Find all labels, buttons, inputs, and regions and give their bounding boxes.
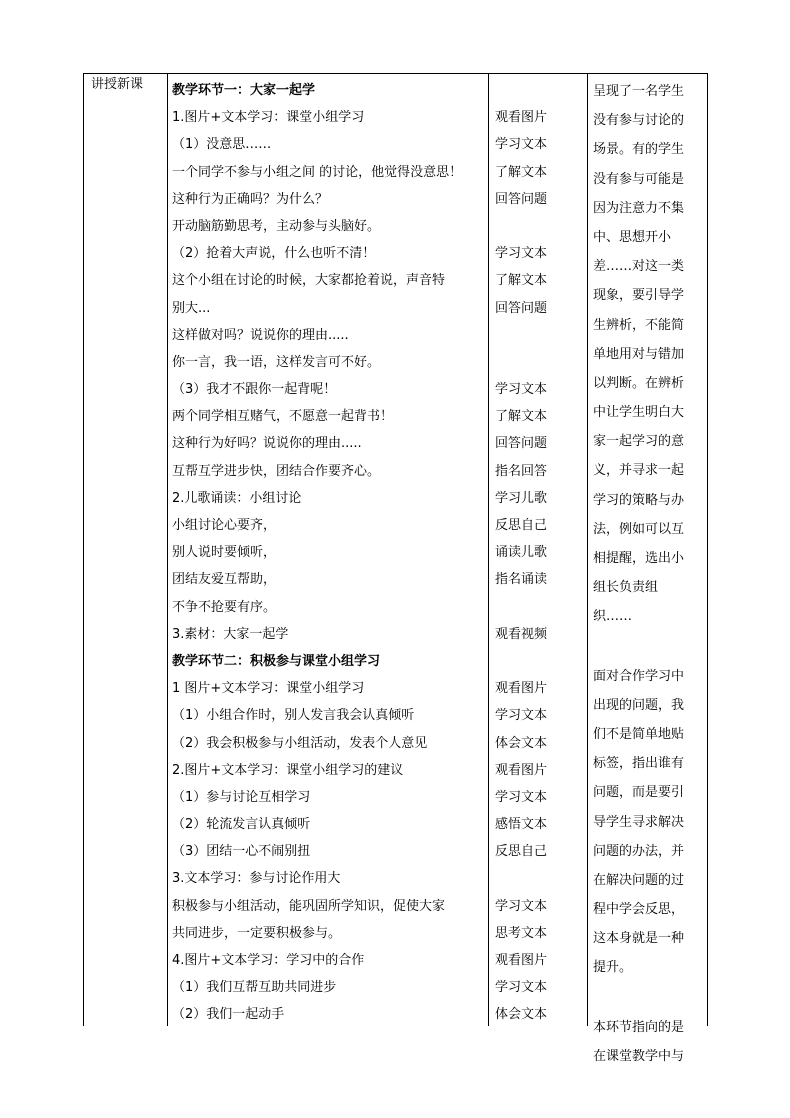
note-line: 标签，指出谁有	[593, 756, 685, 772]
activity-item: 了解文本	[495, 164, 548, 180]
note-line: 出现的问题，我	[593, 697, 685, 713]
content-line: 2.图片+文本学习：课堂小组学习的建议	[172, 762, 404, 778]
content-line: （1）我们互帮互助共同进步	[172, 980, 337, 996]
content-line: （3）我才不跟你一起背呢！	[172, 382, 337, 398]
activity-item: 了解文本	[495, 273, 548, 289]
content-line: 小组讨论心要齐，	[172, 518, 277, 533]
content-line: 不争不抢要有序。	[172, 599, 277, 615]
activity-item: 学习文本	[495, 898, 548, 914]
note-line: 没有参与讨论的	[593, 113, 685, 129]
activity-item: 学习文本	[495, 708, 548, 724]
note-line: 没有参与可能是	[593, 171, 685, 187]
content-line: （1）小组合作时，别人发言我会认真倾听	[172, 708, 415, 724]
activity-item: 指名回答	[495, 463, 548, 479]
note-spacer-2	[593, 983, 705, 1013]
note-line: 因为注意力不集	[593, 200, 685, 216]
activity-item: 学习文本	[495, 382, 548, 398]
content-line: 3.文本学习：参与讨论作用大	[172, 871, 341, 887]
activity-item: 体会文本	[495, 1007, 548, 1023]
activity-item: 指名诵读	[495, 572, 548, 588]
note-line: 问题的办法，并	[593, 843, 685, 859]
note-line: 相提醒，选出小	[593, 551, 685, 566]
note-line: 织……	[593, 609, 633, 625]
note-line: 们不是简单地贴	[593, 726, 685, 742]
activity-item: 思考文本	[495, 925, 548, 941]
note-line: 学习的策略与办	[593, 492, 685, 508]
activity-item	[495, 322, 585, 349]
content-line: （2）轮流发言认真倾听	[172, 817, 311, 833]
activity-item: 诵读儿歌	[495, 545, 548, 561]
content-line: 这个小组在讨论的时候，大家都抢着说，声音特	[172, 273, 446, 289]
activity-item: 回答问题	[495, 191, 548, 207]
content-line: （2）抢着大声说，什么也听不清！	[172, 246, 376, 262]
content-line: 1 图片+文本学习：课堂小组学习	[172, 681, 365, 697]
activity-item: 反思自己	[495, 844, 548, 860]
activity-item	[495, 77, 585, 104]
col-border-3	[587, 73, 588, 1026]
content-line: （1）参与讨论互相学习	[172, 789, 311, 805]
content-line: 共同进步，一定要积极参与。	[172, 925, 342, 941]
activity-item: 体会文本	[495, 735, 548, 751]
content-line: 教学环节二：积极参与课堂小组学习	[172, 653, 381, 669]
content-line: 两个同学相互赌气，不愿意一起背书！	[172, 409, 394, 425]
content-line: 团结友爱互帮助，	[172, 572, 277, 588]
activity-item	[495, 648, 585, 675]
content-line: （1）没意思……	[172, 137, 272, 153]
activity-item	[495, 213, 585, 240]
note-line: 差……对这一类	[593, 259, 685, 275]
content-line: 别大...	[172, 300, 211, 316]
content-line: 你一言，我一语，这样发言可不好。	[172, 354, 381, 370]
note-line: 组长负责组	[593, 580, 659, 596]
activity-item	[495, 865, 585, 892]
note-line: 以判断。在辨析	[593, 375, 685, 391]
note-line: 呈现了一名学生	[593, 84, 685, 99]
design-note-2	[593, 662, 705, 983]
content-line: 3.素材：大家一起学	[172, 626, 289, 642]
note-spacer-1	[593, 632, 705, 662]
activity-item: 学习文本	[495, 789, 548, 805]
content-line: （2）我会积极参与小组活动，发表个人意见	[172, 735, 428, 751]
content-line: 互帮互学进步快，团结合作要齐心。	[172, 463, 381, 479]
content-line: 这样做对吗？说说你的理由.....	[172, 327, 349, 343]
content-line: 开动脑筋勤思考，主动参与头脑好。	[172, 218, 381, 234]
col-border-1	[167, 73, 168, 1026]
activity-item: 学习文本	[495, 246, 548, 262]
note-line: 在解决问题的过	[593, 872, 685, 888]
content-line: 别人说时要倾听，	[172, 545, 277, 561]
content-line: （3）团结一心不闹别扭	[172, 844, 311, 860]
content-line: 4.图片+文本学习：学习中的合作	[172, 953, 365, 968]
table-top-border	[83, 73, 708, 74]
note-line: 程中学会反思，	[593, 902, 685, 918]
activity-item: 反思自己	[495, 518, 548, 533]
teaching-content-column	[172, 77, 490, 1029]
note-line: 面对合作学习中	[593, 668, 685, 684]
content-line: 一个同学不参与小组之间 的讨论，他觉得没意思！	[172, 164, 463, 180]
note-line: 提升。	[593, 960, 633, 976]
lesson-table	[83, 73, 708, 1064]
activity-item: 观看图片	[495, 953, 548, 968]
activity-item	[495, 349, 585, 376]
content-line: 这种行为正确吗？为什么？	[172, 191, 329, 207]
note-line: 义，并寻求一起	[593, 463, 685, 479]
student-activity-column	[495, 77, 585, 1029]
activity-item: 学习文本	[495, 980, 548, 996]
note-line: 导学生寻求解决	[593, 814, 685, 830]
note-line: 家一起学习的意	[593, 434, 685, 450]
note-line: 中让学生明白大	[593, 405, 685, 421]
activity-item: 观看视频	[495, 626, 548, 642]
activity-item: 学习文本	[495, 137, 548, 153]
activity-item	[495, 594, 585, 621]
design-note-3	[593, 1013, 705, 1071]
note-line: 单地用对与错加	[593, 346, 685, 362]
note-line: 本环节指向的是	[593, 1019, 685, 1035]
activity-item: 学习儿歌	[495, 490, 548, 506]
activity-item: 观看图片	[495, 762, 548, 778]
content-line: （2）我们一起动手	[172, 1007, 285, 1023]
design-note-1	[593, 77, 705, 632]
design-intent-column	[593, 77, 705, 1071]
activity-item: 了解文本	[495, 409, 548, 425]
content-line: 教学环节一：大家一起学	[172, 83, 316, 98]
note-line: 在课堂教学中与	[593, 1048, 685, 1064]
note-line: 中、思想开小	[593, 229, 672, 245]
activity-item: 感悟文本	[495, 817, 548, 833]
content-line: 2.儿歌诵读：小组讨论	[172, 490, 302, 506]
note-line: 场景。有的学生	[593, 142, 685, 158]
col-border-left	[83, 73, 84, 1026]
content-line: 这种行为好吗？说说你的理由.....	[172, 436, 362, 452]
activity-item: 回答问题	[495, 436, 548, 452]
note-line: 这本身就是一种	[593, 931, 685, 947]
section-label: 讲授新课	[91, 77, 144, 92]
note-line: 生辨析，不能简	[593, 317, 685, 333]
activity-item: 观看图片	[495, 110, 548, 126]
note-line: 现象，要引导学	[593, 288, 685, 304]
col-border-right	[707, 73, 708, 1026]
content-line: 1.图片+文本学习：课堂小组学习	[172, 110, 365, 126]
note-line: 问题，而是要引	[593, 785, 685, 801]
activity-item: 回答问题	[495, 300, 548, 316]
note-line: 法，例如可以互	[593, 521, 685, 537]
activity-item: 观看图片	[495, 681, 548, 697]
content-line: 积极参与小组活动，能巩固所学知识，促使大家	[172, 898, 446, 914]
